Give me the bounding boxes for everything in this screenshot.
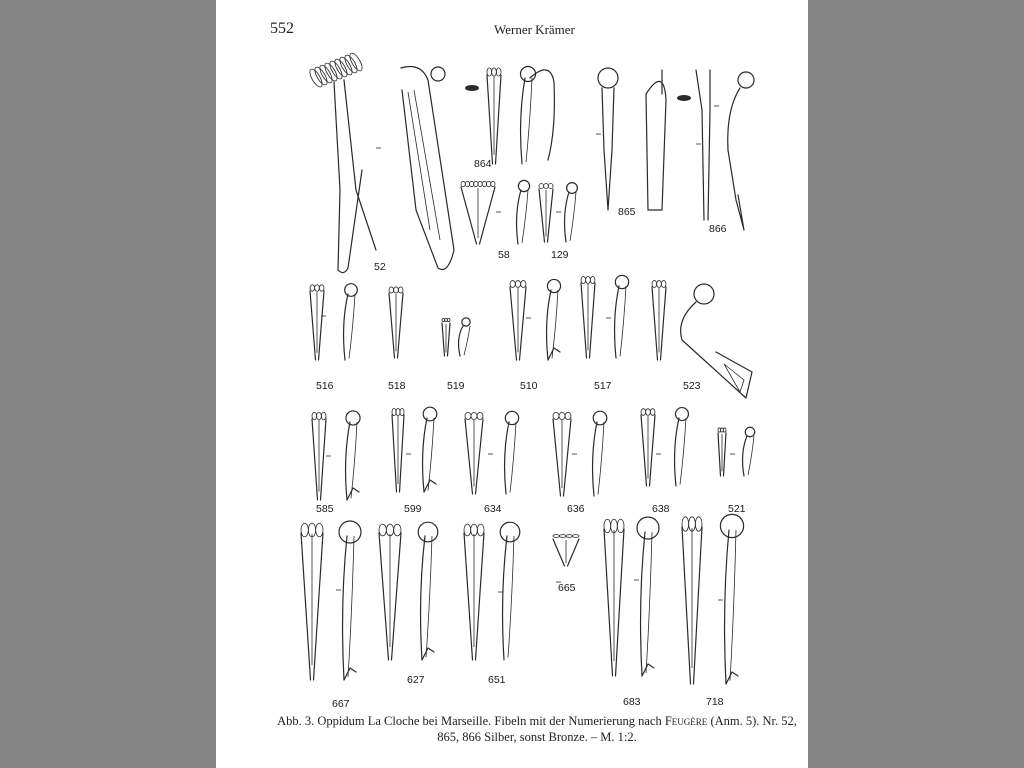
- fibula-drawing-52: [308, 51, 454, 272]
- fibula-drawing-634: [465, 411, 519, 494]
- fibula-label-585: 585: [316, 503, 334, 515]
- fibula-label-864: 864: [474, 158, 492, 170]
- fibula-drawing-599: [392, 407, 437, 492]
- fibula-label-129: 129: [551, 249, 569, 261]
- fibula-label-718: 718: [706, 696, 724, 708]
- fibula-label-627: 627: [407, 674, 425, 686]
- fibula-drawing-866: [677, 70, 754, 230]
- fibula-drawing-523: [652, 281, 666, 360]
- fibula-label-636: 636: [567, 503, 585, 515]
- document-page: [216, 0, 808, 768]
- fibula-drawing-517: [581, 275, 629, 358]
- fibula-drawing-865: [598, 68, 666, 210]
- fibula-label-683: 683: [623, 696, 641, 708]
- fibula-drawing-651: [464, 522, 520, 660]
- fibula-drawing-665: [553, 535, 579, 566]
- fibula-drawing-683: [604, 517, 659, 676]
- fibula-label-638: 638: [652, 503, 670, 515]
- fibula-drawing-627: [379, 522, 438, 660]
- running-head: Werner Krämer: [494, 22, 575, 37]
- caption-author: Feugère: [664, 714, 708, 728]
- fibula-label-52: 52: [374, 261, 386, 273]
- fibula-label-521: 521: [728, 503, 746, 515]
- fibula-label-665: 665: [558, 582, 576, 594]
- fibula-label-510: 510: [520, 380, 538, 392]
- fibula-label-517: 517: [594, 380, 612, 392]
- fibula-label-667: 667: [332, 698, 350, 710]
- fibula-drawing-516: [310, 284, 357, 360]
- fibula-label-865: 865: [618, 206, 636, 218]
- fibula-drawing-58: [461, 180, 530, 244]
- fibula-label-523: 523: [683, 380, 701, 392]
- caption-text-3: 865, 866 Silber, sonst Bronze. – M. 1:2.: [437, 730, 637, 744]
- fibula-label-519: 519: [447, 380, 465, 392]
- fibula-drawing-864: [487, 66, 536, 164]
- fibula-864-side: [530, 70, 554, 160]
- figure-caption: [272, 713, 802, 745]
- fibula-drawing-519: [442, 318, 470, 356]
- fibula-label-651: 651: [488, 674, 506, 686]
- fibula-drawing-518: [389, 287, 403, 358]
- fibula-drawing-638: [641, 408, 688, 486]
- caption-text-1: Abb. 3. Oppidum La Cloche bei Marseille. Fibeln mit der Numerierung nach: [277, 714, 665, 728]
- fibula-label-634: 634: [484, 503, 502, 515]
- section-mark: [465, 85, 479, 91]
- fibula-drawing-718: [682, 514, 744, 684]
- fibula-label-599: 599: [404, 503, 422, 515]
- fibula-label-518: 518: [388, 380, 406, 392]
- caption-text-2: (Anm. 5). Nr. 52,: [707, 714, 797, 728]
- fibula-drawing-667: [301, 521, 361, 680]
- fibula-drawing-585: [312, 411, 360, 500]
- fibula-label-58: 58: [498, 249, 510, 261]
- fibula-drawing-510: [510, 279, 561, 360]
- fibula-label-866: 866: [709, 223, 727, 235]
- page-number: 552: [270, 20, 294, 37]
- fibula-drawing-521: [718, 427, 755, 476]
- figure-drawings: [216, 0, 808, 768]
- fibula-drawing-636: [553, 411, 607, 496]
- fibula-label-516: 516: [316, 380, 334, 392]
